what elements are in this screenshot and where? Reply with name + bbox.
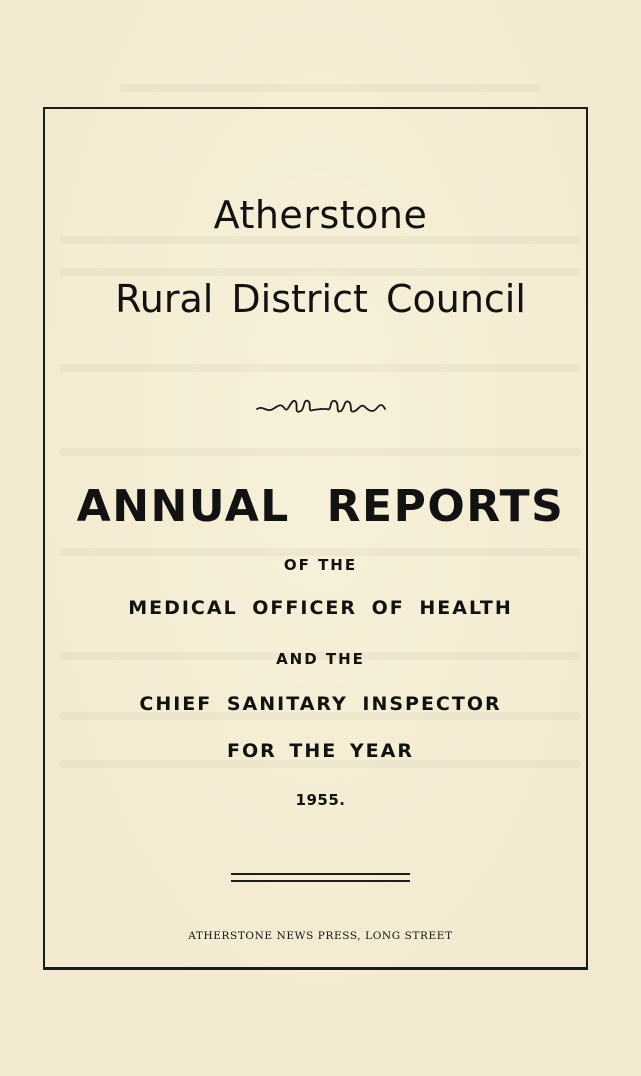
subheading-for-the-year: FOR THE YEAR <box>227 740 414 762</box>
divider-rule <box>231 880 410 882</box>
printer-imprint: ATHERSTONE NEWS PRESS, LONG STREET <box>188 930 453 942</box>
subheading-medical-officer: MEDICAL OFFICER OF HEALTH <box>128 597 513 619</box>
divider-rule <box>231 873 410 875</box>
main-heading: ANNUAL REPORTS <box>76 481 565 532</box>
council-name-line-1: Atherstone <box>213 193 428 237</box>
council-name-line-2: Rural District Council <box>115 277 526 321</box>
report-year: 1955. <box>295 791 346 809</box>
decorative-scroll-ornament-icon <box>255 393 387 421</box>
subheading-and-the: AND THE <box>276 650 365 668</box>
subheading-sanitary-inspector: CHIEF SANITARY INSPECTOR <box>139 693 502 715</box>
subheading-of-the: OF THE <box>283 556 358 574</box>
bleed-through-trace <box>120 84 540 92</box>
